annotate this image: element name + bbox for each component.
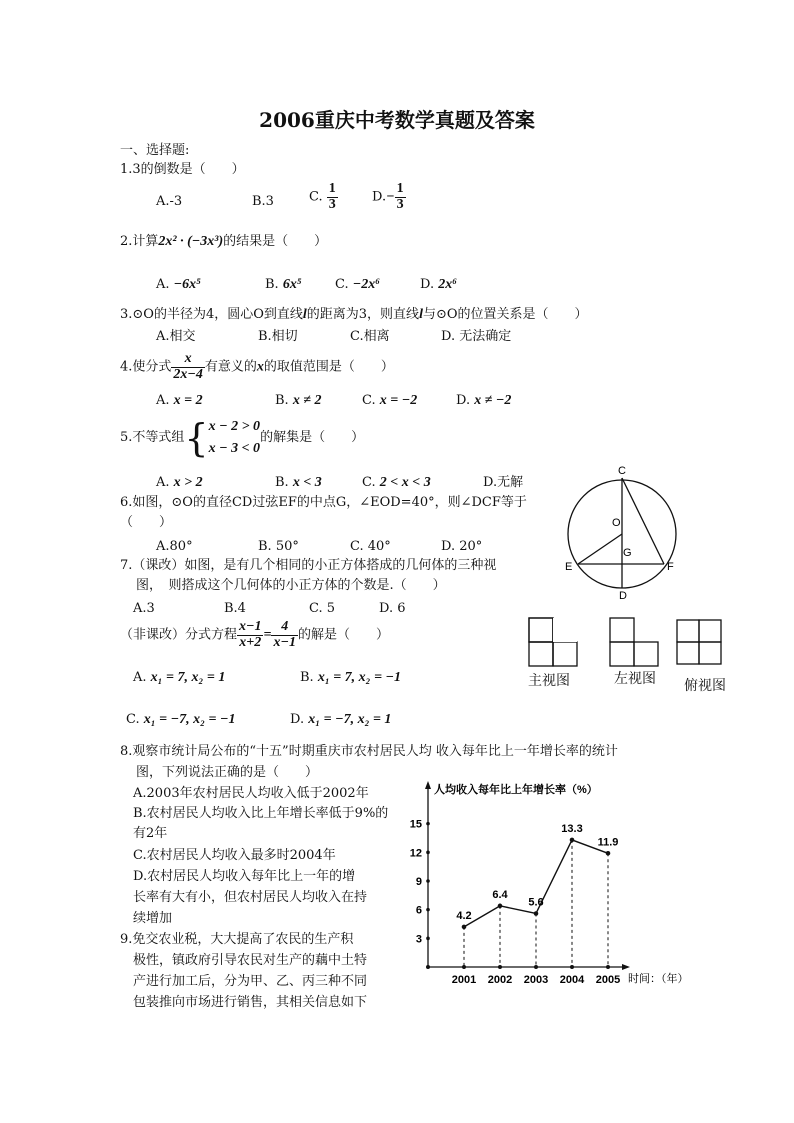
q8-option-c: C.农村居民人均收入最多时2004年 [133,848,336,863]
y-tick-dot [426,822,430,826]
q3-option-c: C.相离 [350,329,390,344]
q5-option-c: C. 2 < x < 3 [362,475,431,490]
q3-option-a: A.相交 [156,329,196,344]
label-c: C [618,465,626,477]
q2-option-a: A. −6x⁵ [156,277,202,292]
q7b-option-b: B. x₁ = 7, x₂ = −1 [300,670,402,685]
label-f: F [667,561,674,573]
q1-option-a: A.-3 [156,194,183,209]
q7-option-d: D. 6 [379,601,406,616]
question-9-line4: 包装推向市场进行销售，其相关信息如下 [133,995,368,1010]
x-axis-label: 时间：（年） [628,973,689,985]
y-tick-label: 6 [415,904,422,917]
top-view-label: 俯视图 [684,677,726,693]
question-5-stem: 5.不等式组{ x − 2 > 0 x − 3 < 0 的解集是（ ） [120,416,365,460]
q7b-option-d: D. x₁ = −7, x₂ = 1 [290,712,392,727]
question-8-stem: 8.观察市统计局公布的“十五”时期重庆市农村居民人均 收入每年比上一年增长率的统计 [120,744,618,759]
q4-option-c: C. x = −2 [362,393,418,408]
q5-option-d: D.无解 [483,475,524,490]
q4-option-b: B. x ≠ 2 [275,393,322,408]
y-axis-label: 人均收入每年比上年增长率（%） [434,784,598,796]
label-o: O [612,517,621,529]
q1-option-b: B.3 [252,194,274,209]
label-e: E [565,561,573,573]
q5-option-a: A. x > 2 [156,475,203,490]
data-point [462,925,467,930]
top-view [677,620,721,664]
label-g: G [623,547,632,559]
question-9-line3: 产进行加工后，分为甲、乙、丙三种不同 [133,974,368,989]
y-tick-dot [426,937,430,941]
q6-option-c: C. 40° [350,539,391,554]
page-title: 2006重庆中考数学真题及答案 [259,108,535,132]
question-9-line1: 9.免交农业税，大大提高了农民的生产积 [120,932,354,947]
segment-oe [578,534,622,564]
q4-option-a: A. x = 2 [156,393,203,408]
label-d: D [619,590,627,600]
y-tick-dot [426,908,430,912]
q3-option-d: D. 无法确定 [441,329,512,344]
growth-rate-chart [400,775,710,990]
question-1-stem: 1.3的倒数是（ ） [120,162,245,177]
x-tick-label: 2002 [487,974,513,986]
q6-option-d: D. 20° [441,539,483,554]
question-8-stem-cont: 图，下列说法正确的是（ ） [136,765,319,780]
question-3-stem: 3.⊙O的半径为4，圆心O到直线l的距离为3，则直线l与⊙O的位置关系是（ ） [120,307,588,322]
y-tick-dot [426,851,430,855]
q6-option-b: B. 50° [258,539,299,554]
q1-option-c: C. $\frac{1}{3}$ [309,181,336,212]
question-6-stem-cont: （ ） [120,515,173,530]
x-tick-label: 2001 [451,974,477,986]
q7b-option-a: A. x₁ = 7, x₂ = 1 [133,670,226,685]
question-6-stem: 6.如图，⊙O的直径CD过弦EF的中点G，∠EOD=40°，则∠DCF等于 [120,495,527,510]
q7-option-c: C. 5 [309,601,336,616]
left-view-label: 左视图 [614,670,656,686]
x-tick-label: 2005 [595,974,621,986]
q2-option-c: C. −2x⁶ [335,277,381,292]
question-7-stem-cont: 图， 则搭成这个几何体的小正方体的个数是.（ ） [136,578,446,593]
q8-option-d-cont2: 续增加 [133,911,173,926]
q8-option-d: D.农村居民人均收入每年比上一年的增 [133,869,356,884]
x-tick-label: 2003 [523,974,549,986]
question-7-stem: 7.（课改）如图，是有几个相同的小正方体搭成的几何体的三种视 [120,558,497,573]
q6-option-a: A.80° [156,539,193,554]
front-view-label: 主视图 [528,672,570,688]
origin-dot [426,965,430,969]
q7b-option-c: C. x₁ = −7, x₂ = −1 [126,712,236,727]
y-tick-dot [426,879,430,883]
data-label: 6.4 [492,888,508,901]
data-point [498,904,503,909]
left-view [610,618,658,666]
q8-option-a: A.2003年农村居民人均收入低于2002年 [133,786,369,801]
data-label: 5.6 [528,896,544,909]
q2-option-b: B. 6x⁵ [265,277,302,292]
question-2-stem: 2.计算2x² · (−3x³)的结果是（ ） [120,234,328,249]
data-label: 4.2 [456,909,472,922]
data-point [606,851,611,856]
q8-option-d-cont1: 长率有大有小，但农村居民人均收入在持 [133,890,368,905]
q4-option-d: D. x ≠ −2 [456,393,512,408]
data-point [570,838,575,843]
question-9-line2: 极性，镇政府引导农民对生产的藕中土特 [133,953,368,968]
x-tick-label: 2004 [559,974,585,986]
q7-option-b: B.4 [224,601,246,616]
q5-option-b: B. x < 3 [275,475,322,490]
q8-option-b-cont: 有2年 [133,826,168,841]
data-label: 13.3 [561,822,583,835]
q3-option-b: B.相切 [258,329,298,344]
data-label: 11.9 [597,836,619,849]
question-7b-stem: （非课改）分式方程 $\frac{x-1}{x+2}$ = $\frac{4}{x-1}$ 的解是（ ） [120,619,389,650]
circle-figure [560,460,690,600]
y-tick-label: 3 [415,933,422,946]
question-4-stem: 4.使分式 $\frac{x}{2x-4}$ 有意义的x的取值范围是（ ） [120,351,394,382]
data-point [534,911,539,916]
y-tick-label: 9 [415,876,422,888]
q8-option-b: B.农村居民人均收入比上年增长率低于9%的 [133,806,389,821]
y-tick-label: 12 [409,847,422,860]
y-axis-arrow [425,781,431,789]
y-tick-label: 15 [409,818,422,831]
x-axis-arrow [622,964,630,970]
section-heading: 一、选择题: [120,143,190,158]
q2-option-d: D. 2x⁶ [420,277,458,292]
q7-option-a: A.3 [133,601,155,616]
q1-option-d: D.− $\frac{1}{3}$ [372,181,404,212]
